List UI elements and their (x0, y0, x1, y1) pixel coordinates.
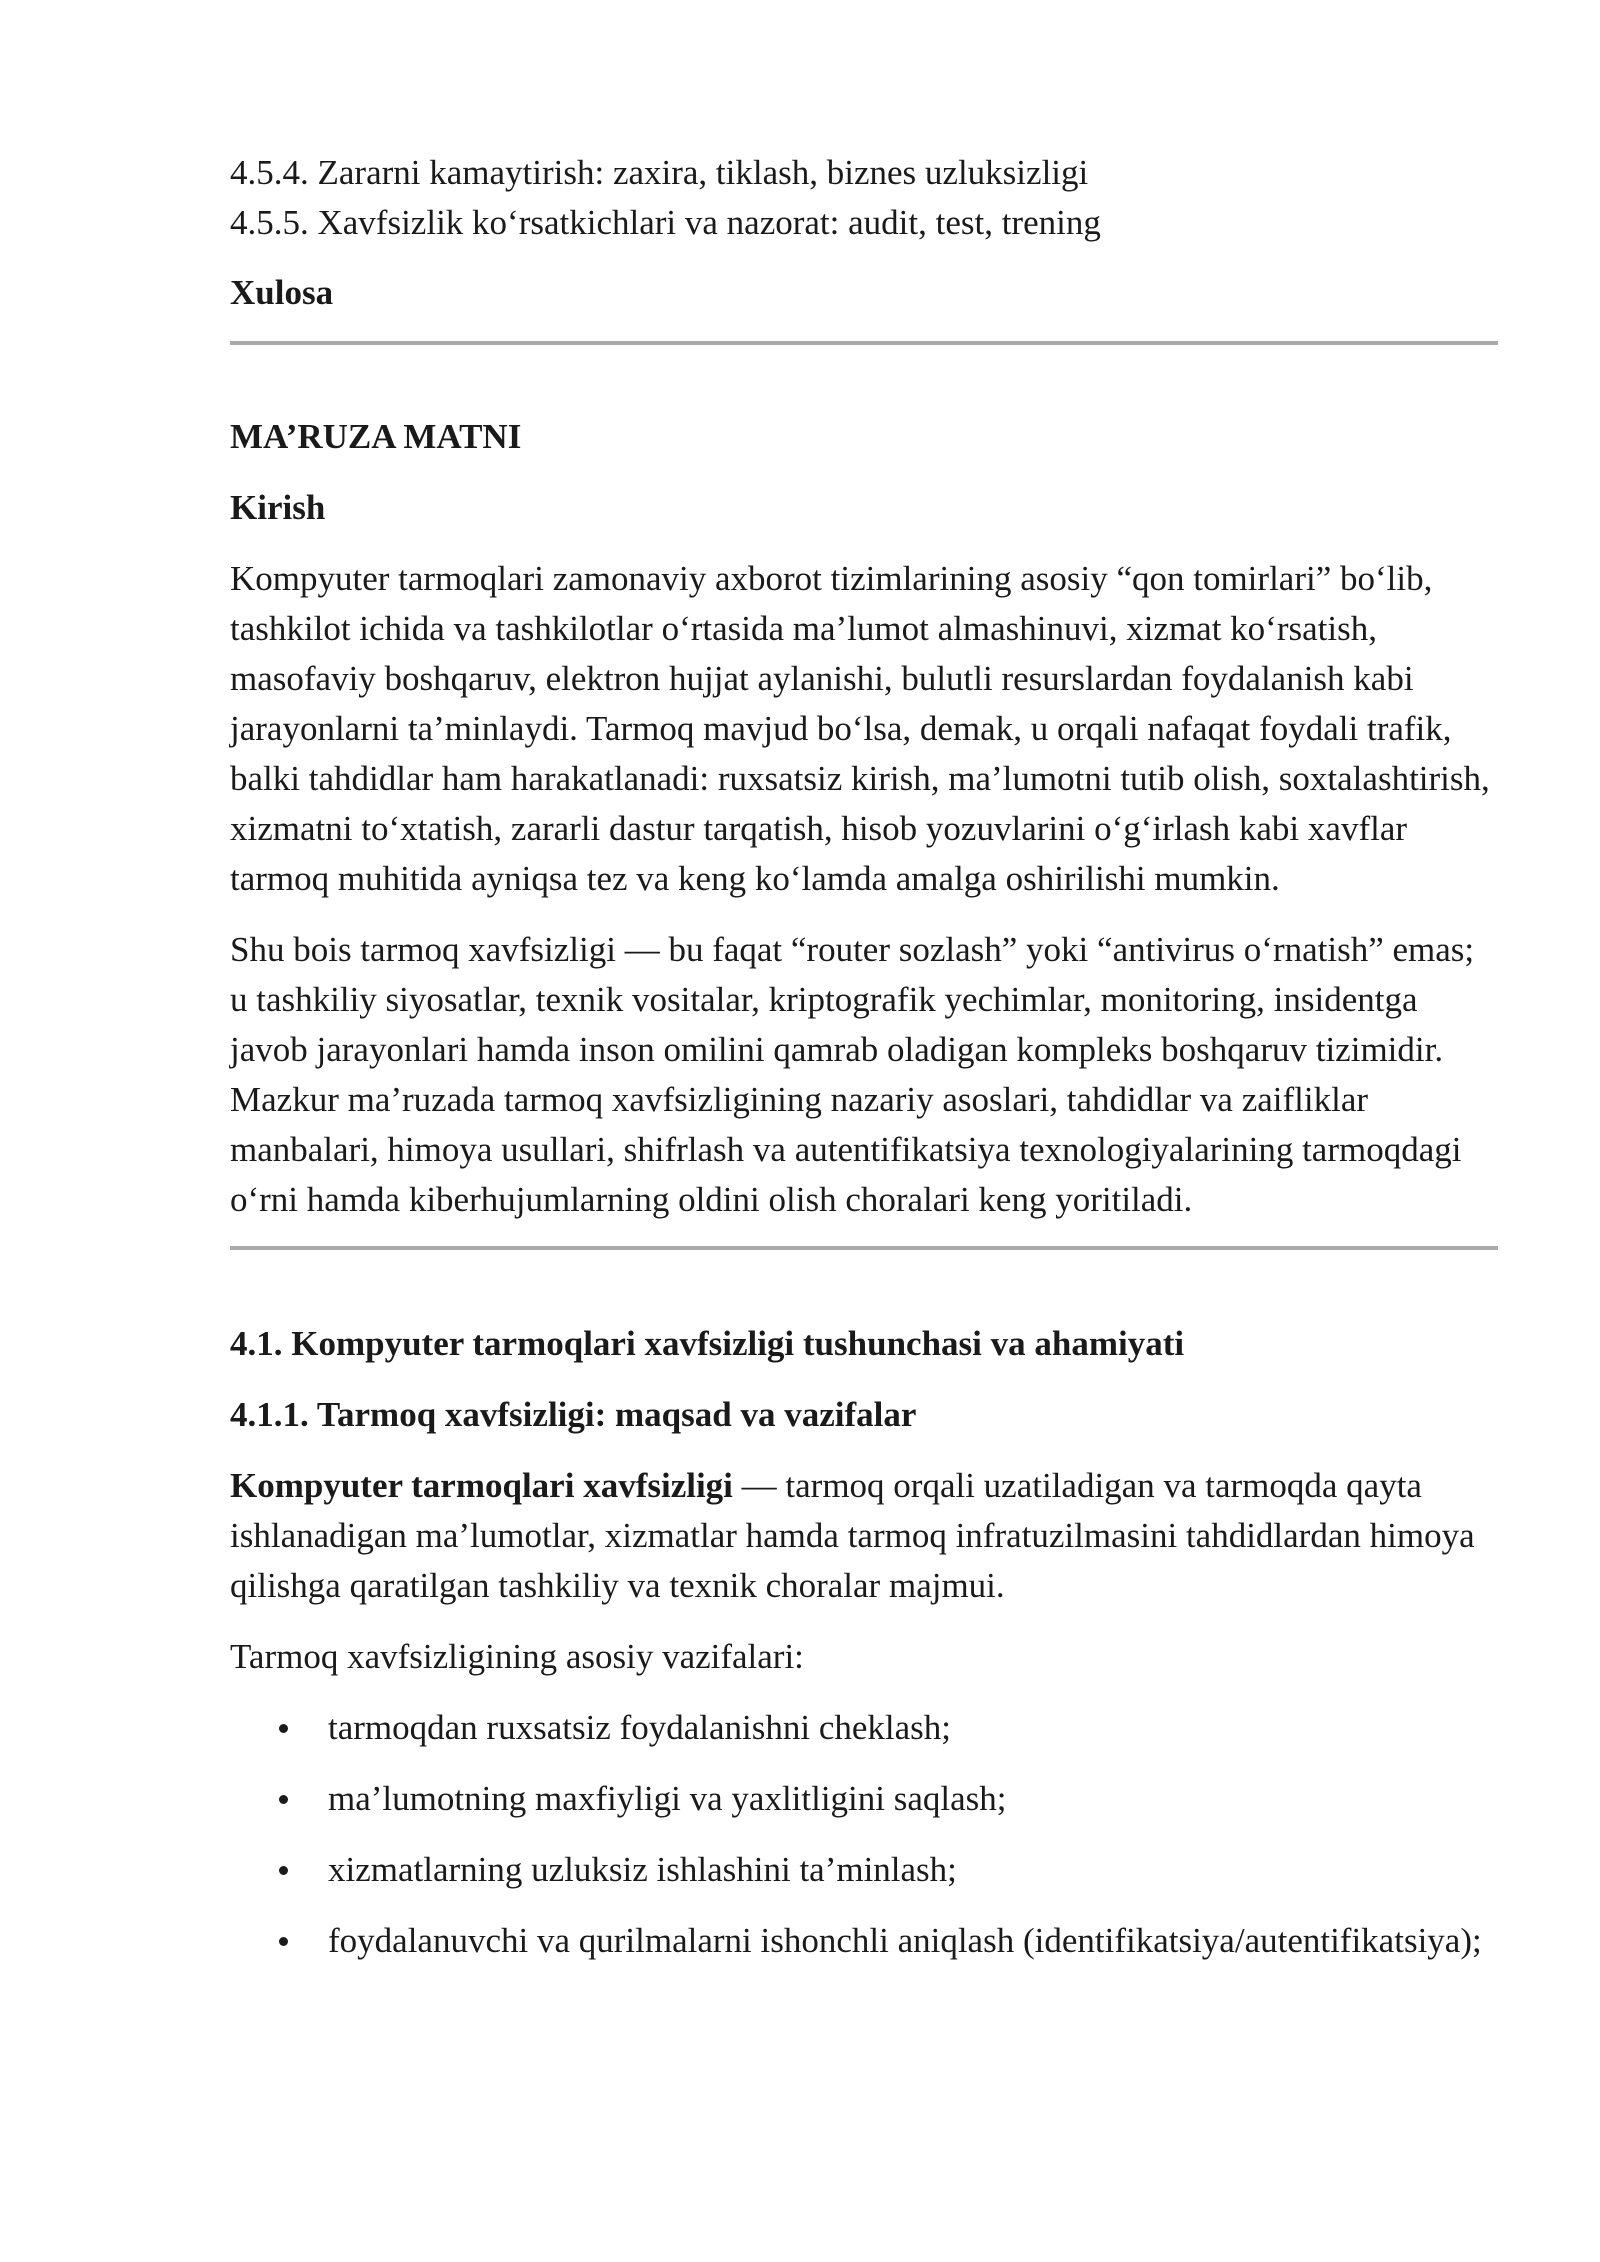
toc-item: 4.5.4. Zararni kamaytirish: zaxira, tiklash, biznes uzluksizligi (230, 153, 1089, 192)
document-page (230, 148, 1498, 1966)
toc-item: 4.5.5. Xavfsizlik ko‘rsatkichlari va nazorat: audit, test, trening (230, 203, 1101, 242)
intro-heading: Kirish (230, 488, 326, 527)
bullet-icon (279, 1866, 288, 1875)
intro-paragraph: Kompyuter tarmoqlari zamonaviy axborot tizimlarining asosiy “qon tomirlari” bo‘lib, tashkilot ichida va tashkilotlar o‘rtasida ma’lumot almashinuvi, xizmat ko‘rsatish, masofaviy boshqaruv, elektron hujjat aylanishi, bulutli resurslardan foydalanish kabi jarayonlarni ta’minlaydi. Tarmoq mavjud bo‘lsa, demak, u orqali nafaqat foydali trafik, balki tahdidlar ham harakatlanadi: ruxsatsiz kirish, ma’lumotni tutib olish, soxtalashtirish, xizmatni to‘xtatish, zararli dastur tarqatish, hisob yozuvlarini o‘g‘irlash kabi xavflar tarmoq muhitida ayniqsa tez va keng ko‘lamda amalga oshirilishi mumkin. (230, 559, 1490, 898)
intro-paragraph: Shu bois tarmoq xavfsizligi — bu faqat “router sozlash” yoki “antivirus o‘rnatish” emas; u tashkiliy siyosatlar, texnik vositalar, kriptografik yechimlar, monitoring, insidentga javob jarayonlari hamda inson omilini qamrab oladigan kompleks boshqaruv tizimidir. Mazkur ma’ruzada tarmoq xavfsizligining nazariy asoslari, tahdidlar va zaifliklar manbalari, himoya usullari, shifrlash va autentifikatsiya texnologiyalarining tarmoqdagi o‘rni hamda kiberhujumlarning oldini olish choralari keng yoritiladi. (230, 930, 1475, 1219)
bullet-icon (279, 1937, 288, 1946)
bullet-icon (279, 1724, 288, 1733)
list-item: tarmoqdan ruxsatsiz foydalanishni cheklash; (230, 1703, 1498, 1753)
section-divider (230, 341, 1498, 345)
list-item: foydalanuvchi va qurilmalarni ishonchli aniqlash (identifikatsiya/autentifikatsiya); (230, 1916, 1498, 1966)
section-heading: 4.1. Kompyuter tarmoqlari xavfsizligi tushunchasi va ahamiyati (230, 1324, 1185, 1363)
tasks-list (230, 1703, 1498, 1966)
subsection-heading: 4.1.1. Tarmoq xavfsizligi: maqsad va vazifalar (230, 1395, 917, 1434)
list-item: ma’lumotning maxfiyligi va yaxlitligini saqlash; (230, 1774, 1498, 1824)
tasks-intro: Tarmoq xavfsizligining asosiy vazifalari: (230, 1637, 804, 1676)
lecture-heading: MA’RUZA MATNI (230, 417, 522, 456)
definition-paragraph (230, 1461, 1498, 1611)
list-item: xizmatlarning uzluksiz ishlashini ta’minlash; (230, 1845, 1498, 1895)
definition-text: — tarmoq orqali uzatiladigan va tarmoqda qayta ishlanadigan ma’lumotlar, xizmatlar hamda tarmoq infratuzilmasini tahdidlardan himoya qilishga qaratilgan tashkiliy va texnik choralar majmui. (230, 1466, 1475, 1605)
bullet-icon (279, 1795, 288, 1804)
conclusion-heading: Xulosa (230, 273, 334, 312)
section-divider (230, 1246, 1498, 1250)
definition-term: Kompyuter tarmoqlari xavfsizligi (230, 1466, 733, 1505)
toc-section (230, 148, 1498, 248)
